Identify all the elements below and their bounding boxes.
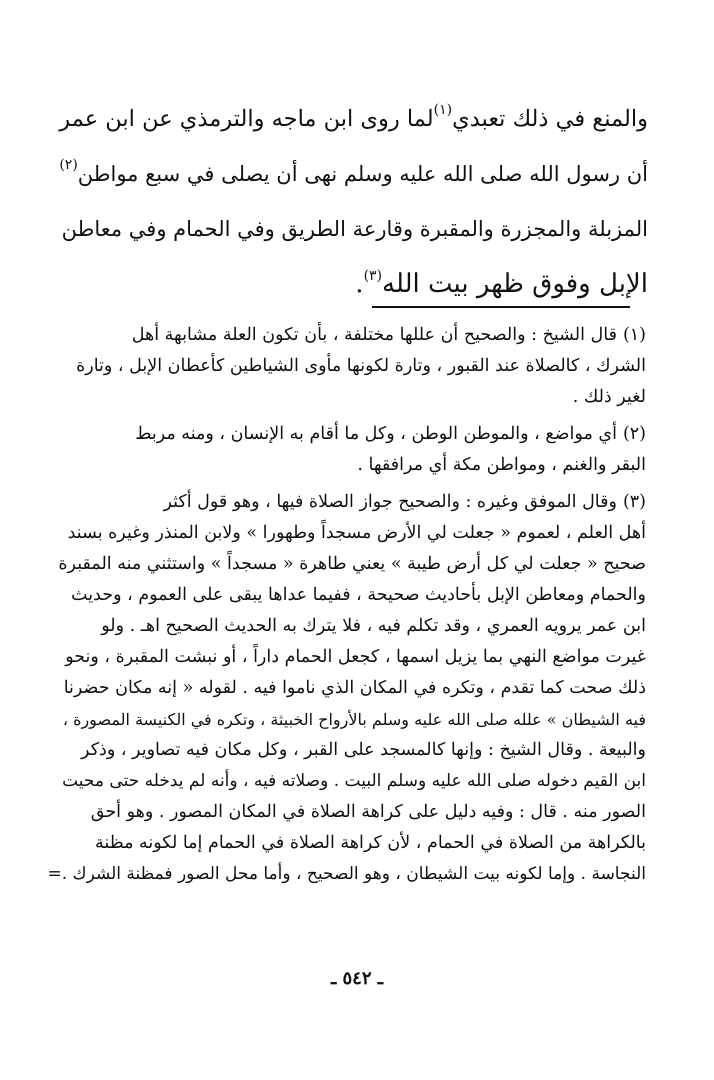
footnote-number: (٣) [622, 492, 646, 512]
footnote-ref-2: (٢) [59, 157, 78, 173]
footnote-line: غيرت مواضع النهي بما يزيل اسمها ، كجعل الحمام داراً ، أو نبشت المقبرة ، ونحو [65, 647, 646, 667]
main-text-segment: المزبلة والمجزرة والمقبرة وقارعة الطريق وفي الحمام وفي معاطن [61, 217, 648, 241]
footnote-3 [46, 487, 646, 890]
footnote-line [46, 487, 646, 518]
main-line-2 [50, 147, 648, 202]
footnote-1 [46, 320, 646, 413]
footnote-line: الشرك ، كالصلاة عند القبور ، وتارة لكونها مأوى الشياطين كأعطان الإبل ، وتارة [76, 356, 646, 376]
main-line-3 [50, 202, 648, 257]
footnote-2 [46, 419, 646, 481]
main-text [50, 92, 648, 312]
footnote-line: البقر والغنم ، ومواطن مكة أي مرافقها . [357, 455, 646, 475]
footnote-divider [372, 306, 630, 308]
footnote-line: ذلك صحت كما تقدم ، وتكره في المكان الذي ناموا فيه . لقوله « إنه مكان حضرنا [63, 678, 646, 698]
main-text-segment: لما روى ابن ماجه والترمذي عن ابن عمر [59, 106, 434, 132]
footnote-number: (٢) [622, 424, 646, 444]
footnote-line: ابن القيم دخوله صلى الله عليه وسلم البيت . وصلاته فيه ، وأنه لم يدخله حتى محيت [62, 771, 646, 791]
footnote-line [46, 320, 646, 351]
footnote-line: فيه الشيطان » علله صلى الله عليه وسلم بالأرواح الخبيثة ، وتكره في الكنيسة المصورة ، [62, 710, 646, 729]
main-text-end: . [355, 269, 364, 299]
footnote-text: أي مواضع ، والموطن الوطن ، وكل ما أقام به الإنسان ، ومنه مربط [135, 424, 617, 444]
footnote-line [46, 419, 646, 450]
footnote-line: والحمام ومعاطن الإبل بأحاديث صحيحة ، ففيما عداها يبقى على العموم ، وحديث [71, 585, 646, 605]
main-text-segment: والمنع في ذلك تعبدي [452, 106, 648, 132]
footnote-line: لغير ذلك . [572, 387, 646, 407]
footnote-text: قال الشيخ : والصحيح أن عللها مختلفة ، بأن تكون العلة مشابهة أهل [131, 325, 617, 345]
page-number: ـ ٥٤٢ ـ [330, 968, 384, 989]
footnote-line: ابن عمر يرويه العمري ، وقد تكلم فيه ، فلا يترك به الحديث الصحيح اهـ . ولو [101, 616, 646, 636]
footnote-number: (١) [622, 325, 646, 345]
footnote-line: صحيح « جعلت لي كل أرض طيبة » يعني طاهرة « مسجداً » واستثني منه المقبرة [58, 554, 646, 574]
main-line-4 [50, 257, 648, 312]
footnote-line: النجاسة . وإما لكونه بيت الشيطان ، وهو الصحيح ، وأما محل الصور فمظنة الشرك .= [47, 864, 646, 884]
main-text-segment: أن رسول الله صلى الله عليه وسلم نهى أن يصلى في سبع مواطن [77, 162, 648, 186]
footnote-ref-3: (٣) [363, 268, 383, 284]
footnote-text: وقال الموفق وغيره : والصحيح جواز الصلاة فيها ، وهو قول أكثر [163, 492, 617, 512]
main-line-1 [50, 92, 648, 147]
footnote-line: والبيعة . وقال الشيخ : وإنها كالمسجد على القبر ، وكل مكان فيه تصاوير ، وذكر [81, 740, 646, 760]
footnote-line: بالكراهة من الصلاة في الحمام ، لأن كراهة الصلاة في الحمام إما لكونه مظنة [95, 833, 646, 853]
footnote-line: الصور منه . قال : وفيه دليل على كراهة الصلاة في المكان المصور . وهو أحق [90, 802, 646, 822]
footnote-ref-1: (١) [433, 102, 453, 118]
main-text-segment: الإبل وفوق ظهر بيت الله [382, 269, 648, 299]
footnotes [46, 320, 646, 896]
footnote-line: أهل العلم ، لعموم « جعلت لي الأرض مسجداً وطهورا » ولابن المنذر وغيره بسند [67, 523, 646, 543]
